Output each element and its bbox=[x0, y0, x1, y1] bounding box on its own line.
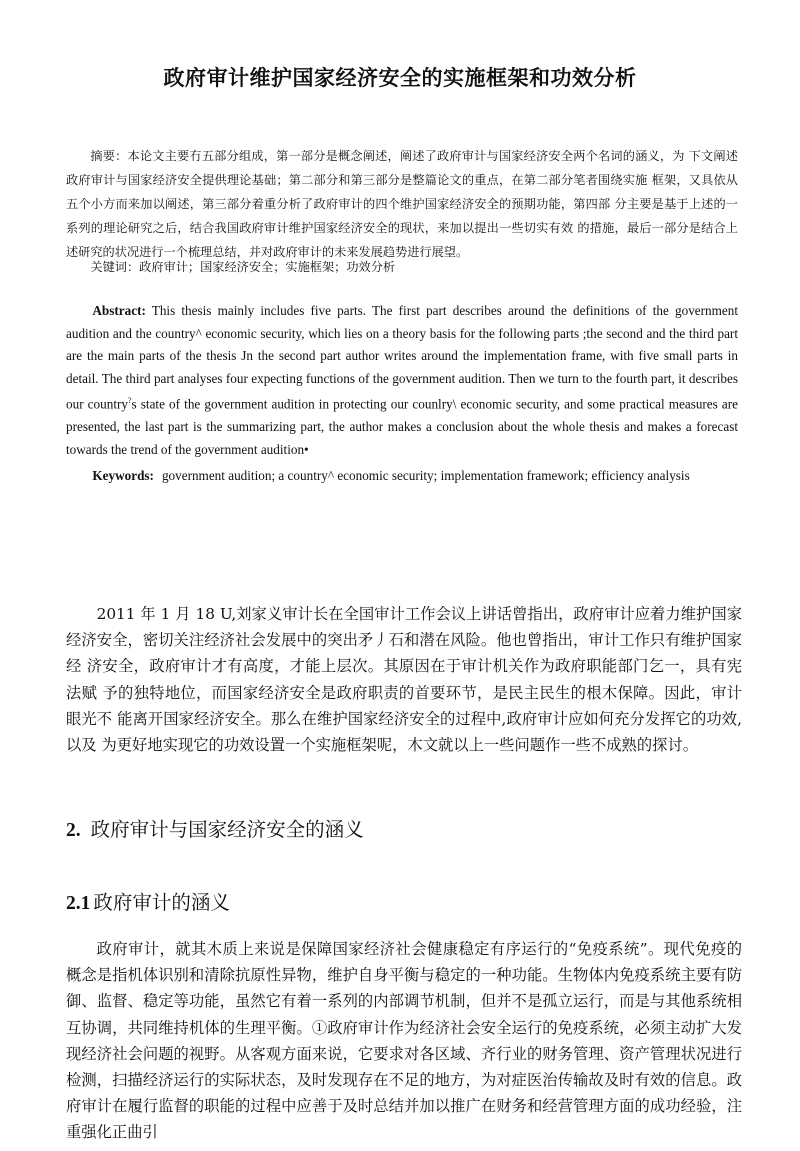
document-title: 政府审计维护国家经济安全的实施框架和功效分析 bbox=[163, 66, 637, 90]
chinese-abstract: 摘要：本论文主要冇五部分组成，第一部分是概念阐述，阐述了政府审计与国家经济安全两个名词的涵义，为 下文阐述政府审计与国家经济安全提供理论基础；第二部分和第三部分是整篇论文的重点，在第二部分笔者围绕实施 框架，又具依从五个小方而来加以阐述，第三部分着重分析了政府审计的四个维护国家经济安全的预期功能，第四部 分主要是基于上述的一系列的理论研究之后，结合我国政府审计维护国家经济安全的现状，来加以提出一些切实有效 的措施，最后一部分是结合上述研究的状况进行一个梳理总结，并对政府审计的未来发展趋势进行展望。 bbox=[66, 149, 738, 259]
subsection-title: 政府审计的涵义 bbox=[93, 891, 230, 914]
english-keywords-label: Keywords: bbox=[92, 468, 154, 483]
english-abstract-label: Abstract: bbox=[92, 303, 146, 318]
subsection-heading-2-1 bbox=[66, 887, 230, 915]
english-keywords bbox=[66, 465, 738, 487]
english-abstract-text-continued: s state of the government audition in protecting our counlry\ economic security, and some practical measures are presented, the last part is the summarizing part, the author makes a conclusion about the whole thesis and makes a forecast towards the trend of the government audition• bbox=[66, 396, 738, 457]
english-keywords-text: government audition; a country^ economic security; implementation framework; efficiency analysis bbox=[161, 468, 690, 483]
english-abstract-text: This thesis mainly includes five parts. The first part describes around the definitions of the government audition and the country^ economic security, which lies on a theory basis for the following parts ;the second and the third part are the main parts of the thesis Jn the second part author writes around the implementation frame, with five small parts in detail. The third part analyses four expecting functions of the government audition. Then we turn to the fourth part, it describes our country bbox=[66, 303, 738, 412]
chinese-keywords: 关键词：政府审计；国家经济安全；实施框架；功效分析 bbox=[90, 260, 396, 274]
subsection-number: 2.1 bbox=[66, 893, 91, 914]
intro-paragraph: 2011 年 1 月 18 U,刘家义审计长在全国审计工作会议上讲话曾指出，政府审计应着力维护国家 经济安全，密切关注经济社会发展中的突出矛丿石和潜在风险。他也曾指出，审计工作只有维护国家经 济安全，政府审计才有高度，才能上层次。其原因在于审计机关作为政府职能部门乞一，具有宪法赋 予的独特地位，而国家经济安全是政府职责的首要环节，是民主民生的根木保障。因此，审计眼光不 能离开国家经济安全。那么在维护国家经济安全的过程中,政府审计应如何充分发挥它的功效,以及 为更好地实现它的功效设置一个实施框架呢，木文就以上一些问题作一些不成熟的探讨。 bbox=[66, 605, 742, 755]
section-heading-2 bbox=[66, 814, 364, 842]
body-paragraph: 政府审计，就其木质上来说是保障国家经济社会健康稳定有序运行的“免疫系统”。现代免疫的 概念是指机体识别和清除抗原性异物，维护自身平衡与稳定的一种功能。生物体内免疫系统主要有防 御、监督、稳定等功能，虽然它有着一系列的内部调节机制，但并不是孤立运行，而是与其他系统相 互协调，共同维持机体的生理平衡。①政府审计作为经济社会安全运行的免疫系统，必须主动扩大发 现经济社会问题的视野。从客观方面来说，它要求对各区域、齐行业的财务管理、资产管理状况进行 检测，扫描经济运行的实际状态，及时发现存在不足的地方，为对症医治传输故及时有效的信息。政 府审计在履行监督的职能的过程中应善于及时总结并加以推广在财务和经营管理方面的成功经验，注 重强化正曲引 bbox=[66, 940, 742, 1142]
english-abstract bbox=[66, 300, 738, 462]
section-title: 政府审计与国家经济安全的涵义 bbox=[90, 818, 364, 841]
section-number: 2. bbox=[66, 820, 81, 841]
english-abstract-superscript: ? bbox=[127, 396, 132, 406]
